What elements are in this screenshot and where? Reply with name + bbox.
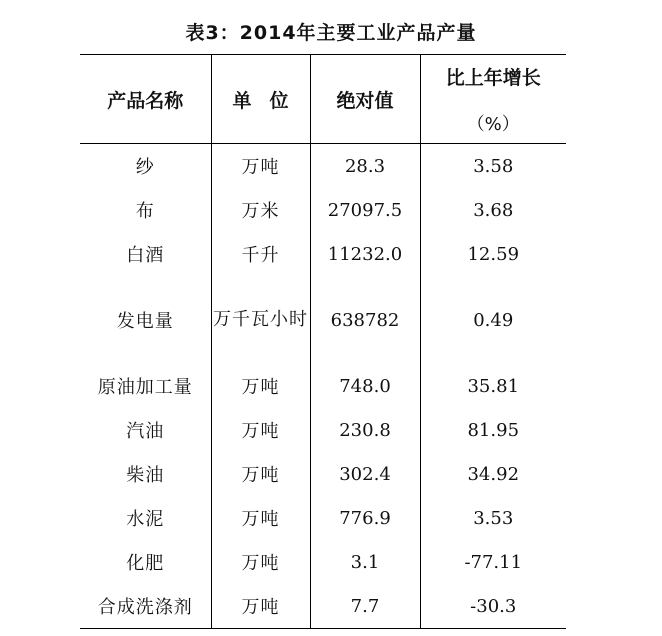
product-name: 白酒 [126, 245, 165, 266]
product-name: 化肥 [126, 553, 165, 574]
product-value: 3.1 [310, 540, 420, 584]
table-row [80, 584, 566, 629]
product-value: 748.0 [310, 364, 420, 408]
product-unit: 千升 [211, 232, 310, 276]
table-row [80, 364, 566, 408]
product-growth: -30.3 [420, 584, 566, 629]
product-name: 汽油 [126, 421, 165, 442]
product-name: 柴油 [126, 465, 165, 486]
table-row [80, 188, 566, 232]
header-row [80, 55, 566, 144]
product-value: 28.3 [310, 144, 420, 189]
header-growth-unit: （%） [466, 113, 520, 135]
product-name: 纱 [135, 157, 155, 178]
header-growth-label: 比上年增长 [445, 66, 541, 89]
product-unit: 万米 [211, 188, 310, 232]
product-unit: 万吨 [211, 540, 310, 584]
product-value: 27097.5 [310, 188, 420, 232]
product-growth: 81.95 [420, 408, 566, 452]
product-name: 合成洗涤剂 [80, 584, 211, 629]
table-row [80, 408, 566, 452]
production-table [80, 54, 566, 629]
product-unit: 万吨 [211, 496, 310, 540]
product-unit: 万吨 [211, 364, 310, 408]
product-growth: 3.68 [420, 188, 566, 232]
product-name: 原油加工量 [97, 377, 193, 398]
product-unit: 万吨 [211, 452, 310, 496]
product-unit: 万吨 [211, 408, 310, 452]
product-growth: 3.53 [420, 496, 566, 540]
table-title: 表3：2014年主要工业产品产量 [185, 22, 477, 44]
table-row [80, 144, 566, 189]
product-value: 302.4 [310, 452, 420, 496]
product-unit: 万千瓦小时 [211, 276, 310, 364]
table-row [80, 232, 566, 276]
product-value: 638782 [310, 276, 420, 364]
product-name: 水泥 [126, 509, 165, 530]
table-row [80, 452, 566, 496]
header-unit-label: 单位 [232, 89, 307, 112]
product-growth: 12.59 [420, 232, 566, 276]
header-unit [211, 55, 310, 144]
product-growth: 3.58 [420, 144, 566, 189]
product-growth: -77.11 [420, 540, 566, 584]
product-growth: 0.49 [420, 276, 566, 364]
product-value: 776.9 [310, 496, 420, 540]
header-absolute-value: 绝对值 [310, 55, 420, 144]
product-growth: 35.81 [420, 364, 566, 408]
product-unit: 万吨 [211, 144, 310, 189]
product-name: 发电量 [116, 311, 174, 332]
product-name: 布 [135, 201, 155, 222]
header-growth [420, 55, 566, 144]
header-product-name: 产品名称 [80, 55, 211, 144]
table-row [80, 540, 566, 584]
product-unit: 万吨 [211, 584, 310, 629]
table-row [80, 496, 566, 540]
product-value: 7.7 [310, 584, 420, 629]
product-value: 230.8 [310, 408, 420, 452]
table-row [80, 276, 566, 364]
product-growth: 34.92 [420, 452, 566, 496]
product-value: 11232.0 [310, 232, 420, 276]
